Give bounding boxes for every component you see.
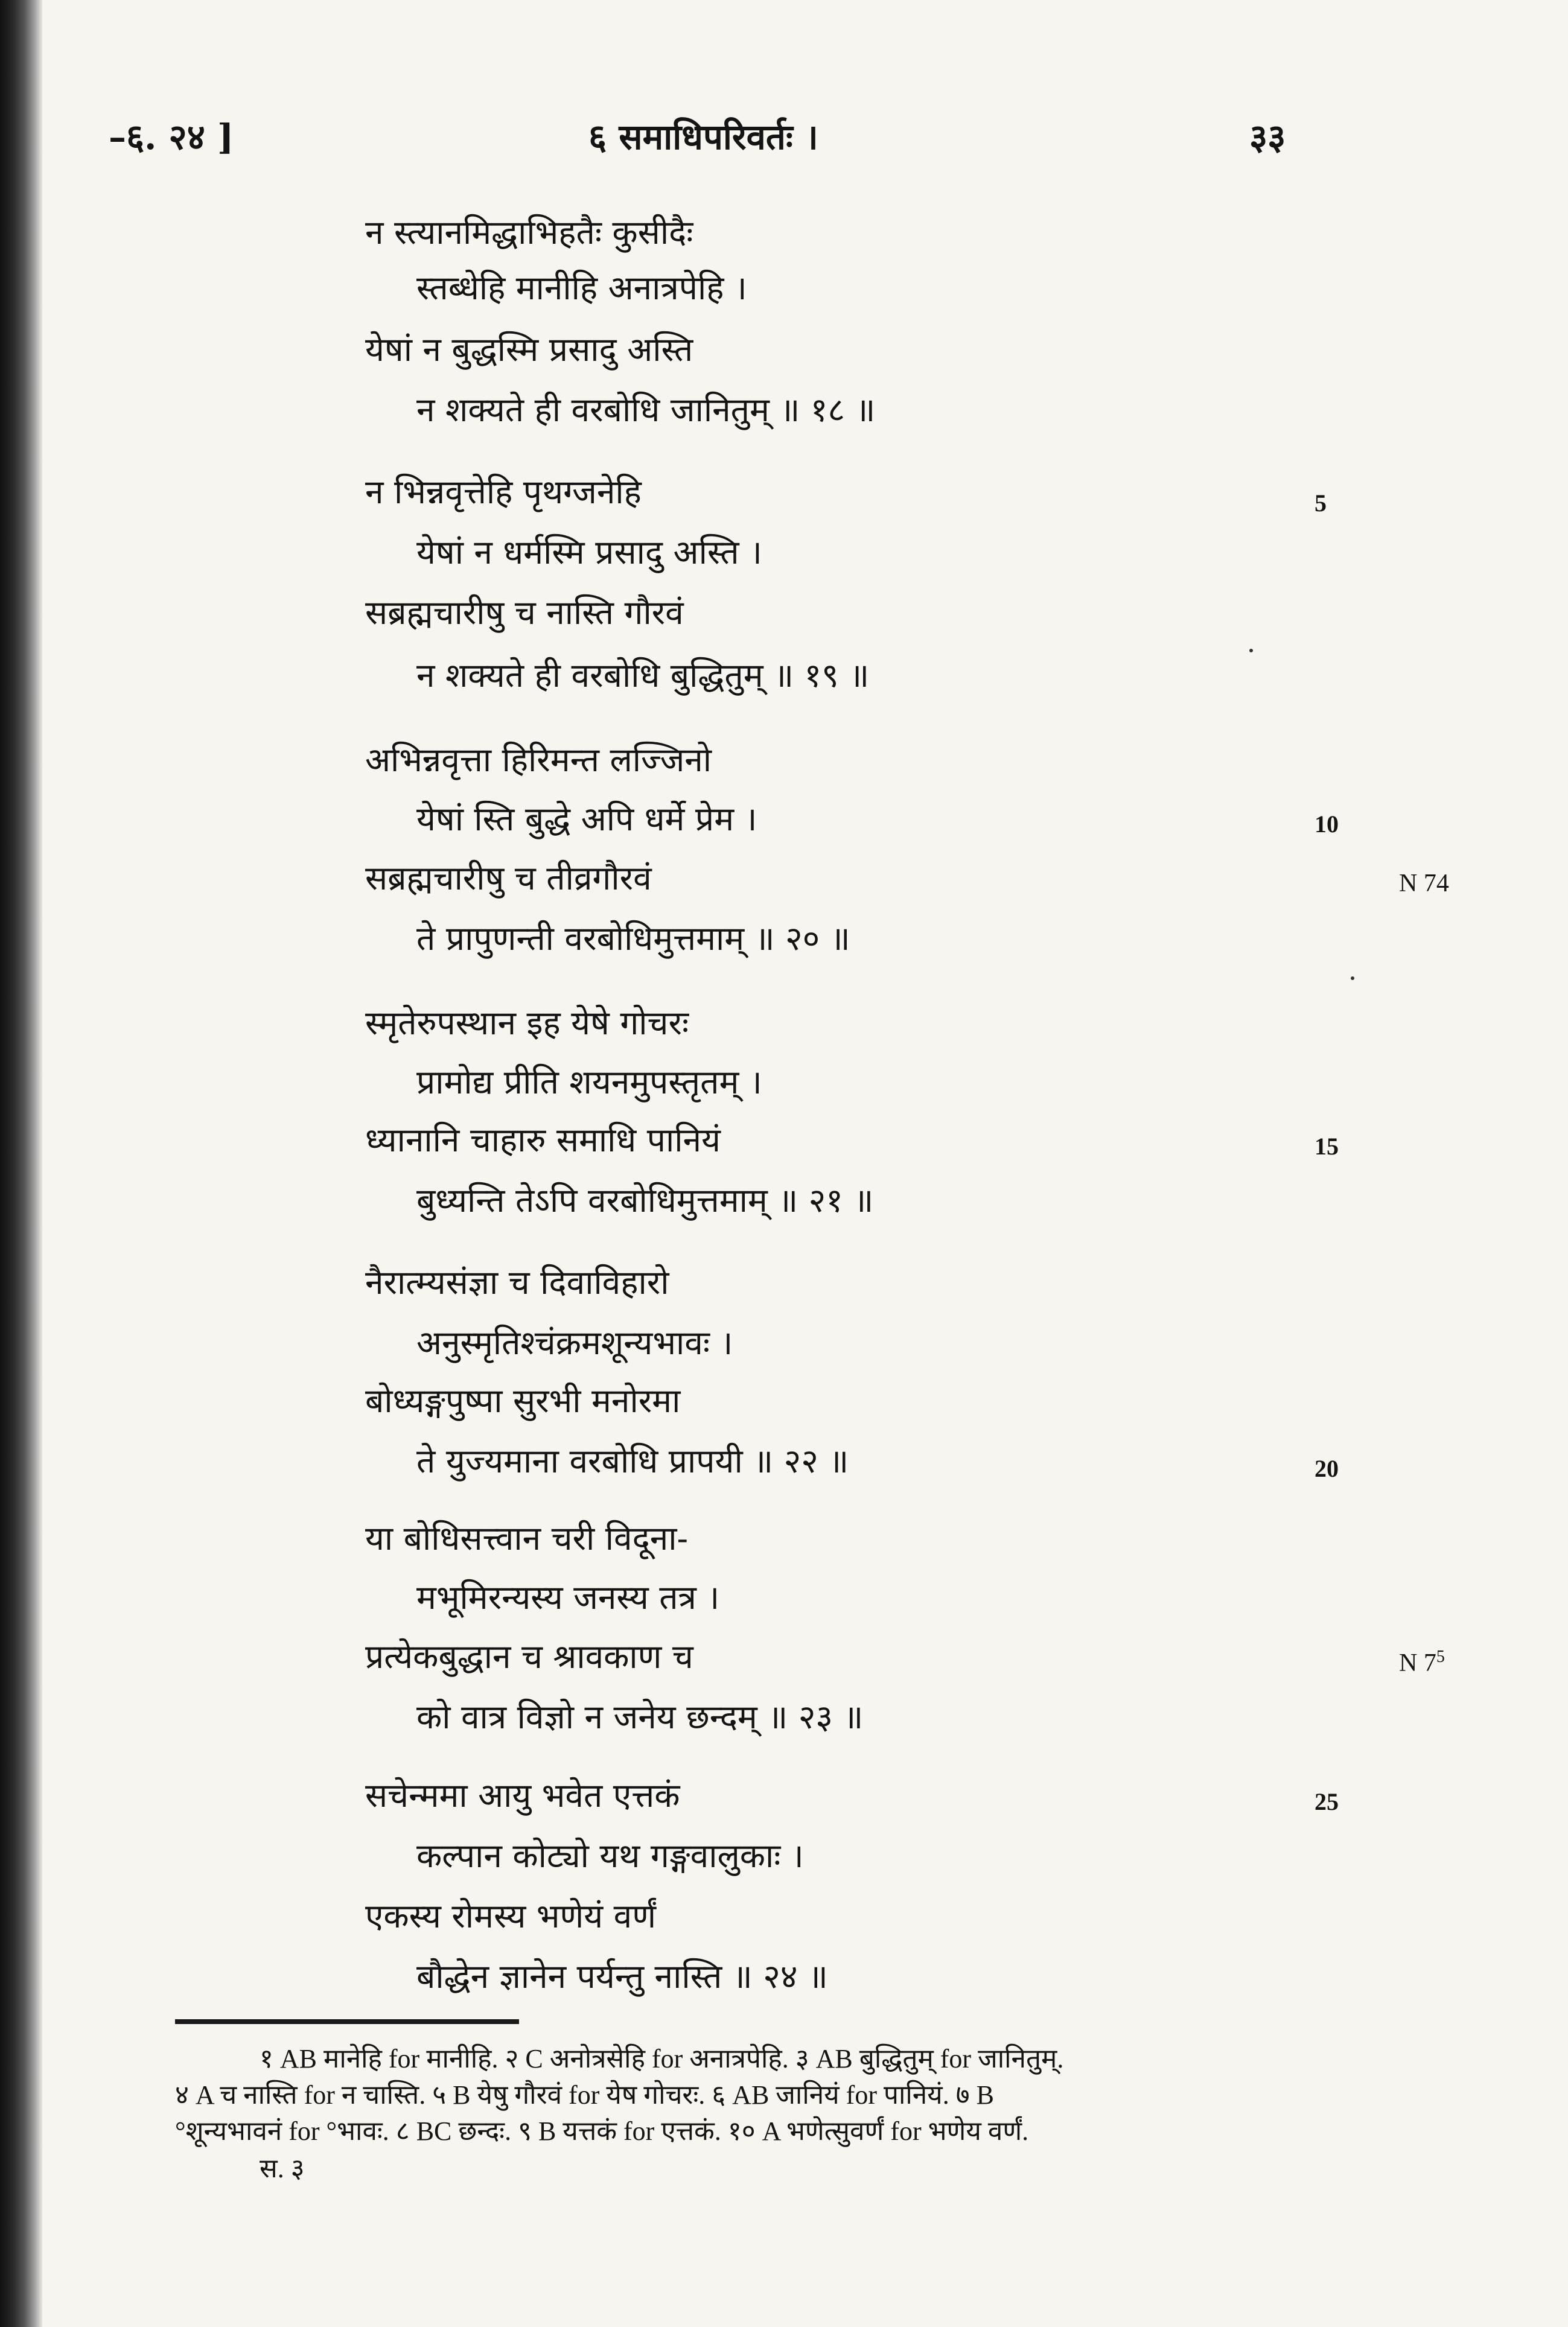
footnote-line: ४ A च नास्ति for न चास्ति. ५ B येषु गौरवं for येष गोचरः. ६ AB जानियं for पानियं. ७ B — [175, 2080, 994, 2110]
verse-line: मभूमिरन्यस्य जनस्य तत्र । — [416, 1578, 720, 1617]
verse-line: सब्रह्मचारीषु च नास्ति गौरवं — [365, 593, 684, 632]
verse-line: ते युज्यमाना वरबोधि प्रापयी ॥ २२ ॥ — [416, 1442, 849, 1480]
verse-line: येषां न बुद्धस्मि प्रसादु अस्ति — [365, 330, 693, 369]
verse-line: स्मृतेरुपस्थान इह येषे गोचरः — [365, 1004, 689, 1042]
chapter-title: ६ समाधिपरिवर्तः । — [588, 116, 818, 158]
footnote-line: १ AB मानेहि for मानीहि. २ C अनोत्रसेहि for अनात्रपेहि. ३ AB बुद्धितुम् for जानितुम्. — [260, 2044, 1064, 2074]
verse-line: एकस्य रोमस्य भणेयं वर्णं — [365, 1897, 656, 1935]
manuscript-siglum: N 74 — [1399, 870, 1449, 897]
margin-line-number: 25 — [1315, 1788, 1339, 1815]
verse-line: येषां न धर्मस्मि प्रसादु अस्ति । — [416, 533, 762, 571]
verse-line: नैरात्म्यसंज्ञा च दिवाविहारो — [365, 1263, 669, 1302]
signature-mark: स. ३ — [260, 2154, 305, 2183]
verse-line: को वात्र विज्ञो न जनेय छन्दम् ॥ २३ ॥ — [416, 1698, 864, 1736]
verse-line: स्तब्धेहि मानीहि अनात्रपेहि । — [416, 269, 747, 307]
verse-line: न शक्यते ही वरबोधि जानितुम् ॥ १८ ॥ — [416, 390, 876, 429]
margin-line-number: 10 — [1315, 810, 1339, 838]
verse-line: अभिन्नवृत्ता हिरिमन्त लज्जिनो — [365, 740, 712, 779]
footnote-line: °शून्यभावनं for °भावः. ८ BC छन्दः. ९ B यत्तकं for एत्तकं. १० A भणेत्सुवर्णं for भणेय वर्णं. — [175, 2116, 1029, 2146]
verse-line: सब्रह्मचारीषु च तीव्रगौरवं — [365, 859, 652, 897]
verse-line: ध्यानानि चाहारु समाधि पानियं — [365, 1121, 721, 1159]
verse-line: सचेन्ममा आयु भवेत एत्तकं — [365, 1776, 680, 1815]
verse-line: या बोधिसत्त्वान चरी विदूना- — [365, 1519, 689, 1558]
verse-line: येषां स्ति बुद्धे अपि धर्मे प्रेम । — [416, 800, 757, 838]
verse-line: न भिन्नवृत्तेहि पृथग्जनेहि — [365, 473, 642, 511]
verse-line: अनुस्मृतिश्चंक्रमशून्यभावः । — [416, 1323, 733, 1362]
verse-line: ते प्रापुणन्ती वरबोधिमुत्तमाम् ॥ २० ॥ — [416, 919, 850, 958]
margin-line-number: 20 — [1315, 1455, 1339, 1482]
verse-line: कल्पान कोट्यो यथ गङ्गवालुकाः । — [416, 1836, 804, 1875]
margin-line-number: 15 — [1315, 1133, 1339, 1160]
verse-line: बोध्यङ्गपुष्पा सुरभी मनोरमा — [365, 1381, 681, 1420]
verse-line: बौद्धेन ज्ञानेन पर्यन्तु नास्ति ॥ २४ ॥ — [416, 1957, 828, 1996]
verse-line: न शक्यते ही वरबोधि बुद्धितुम् ॥ १९ ॥ — [416, 656, 870, 695]
siglum-base: N 7 — [1399, 1649, 1436, 1677]
margin-line-number: 5 — [1315, 489, 1327, 517]
verse-range-reference: –६. २४ ] — [109, 116, 234, 158]
verse-line: प्रामोद्य प्रीति शयनमुपस्तृतम् । — [416, 1063, 762, 1101]
siglum-superscript: 5 — [1436, 1647, 1445, 1666]
verse-line: बुध्यन्ति तेऽपि वरबोधिमुत्तमाम् ॥ २१ ॥ — [416, 1181, 874, 1220]
verse-line: प्रत्येकबुद्धान च श्रावकाण च — [365, 1637, 693, 1676]
page-number: ३३ — [1249, 116, 1286, 158]
verse-line: न स्त्यानमिद्धाभिहतैः कुसीदैः — [365, 213, 693, 252]
